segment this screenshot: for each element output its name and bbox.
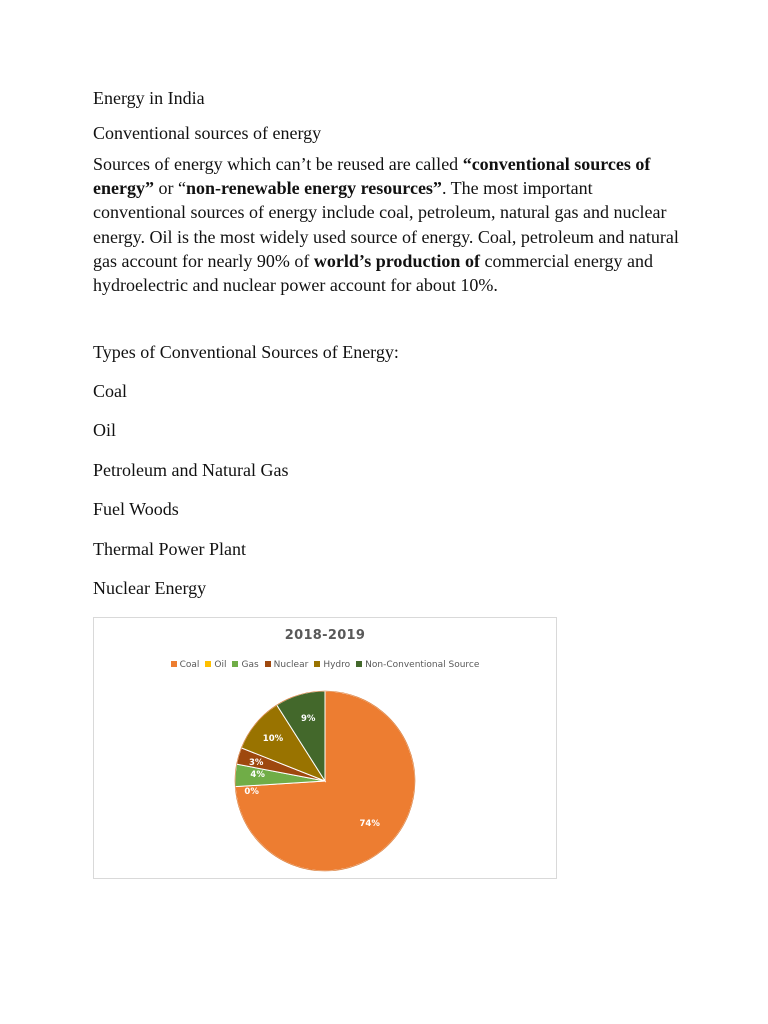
paragraph-bold-term: “conventional sources of energy”	[93, 154, 651, 199]
section-heading: Conventional sources of energy	[93, 123, 322, 143]
paragraph-text: or “	[153, 178, 186, 199]
types-heading: Types of Conventional Sources of Energy:	[93, 342, 399, 362]
data-label-non-conventional-source: 9%	[300, 714, 316, 725]
legend-label: Coal	[179, 660, 200, 670]
data-label-oil: 0%	[244, 787, 259, 798]
pie-chart	[93, 617, 557, 879]
legend-label: Non-Conventional Source	[365, 660, 480, 670]
data-label-nuclear: 3%	[248, 758, 264, 769]
data-label-hydro: 10%	[262, 733, 284, 744]
legend-label: Hydro	[323, 660, 351, 670]
data-label-gas: 4%	[250, 769, 265, 780]
type-item: Nuclear Energy	[93, 578, 207, 598]
type-item: Coal	[93, 381, 127, 401]
paragraph-text: . The most important conventional sources of energy include coal, petroleum, natural gas and nuclear energy. Oil is the most widely used source of energy. Coal, petroleum and natural gas account for nearly 90% of	[93, 178, 679, 271]
paragraph-bold-term: world’s production of	[313, 250, 480, 271]
intro-paragraph	[93, 152, 683, 297]
type-item: Petroleum and Natural Gas	[93, 460, 289, 480]
paragraph-text: Sources of energy which can’t be reused are called	[93, 154, 463, 174]
legend-label: Oil	[214, 660, 227, 670]
document-title: Energy in India	[93, 88, 205, 108]
legend-label: Gas	[241, 660, 259, 670]
chart-title: 2018-2019	[284, 628, 366, 643]
paragraph-bold-term: non-renewable energy resources”	[185, 178, 442, 199]
type-item: Fuel Woods	[93, 499, 179, 519]
legend-label: Nuclear	[273, 660, 309, 670]
type-item: Oil	[93, 420, 117, 440]
type-item: Thermal Power Plant	[93, 539, 246, 559]
pie-plot	[94, 618, 556, 878]
paragraph-text: commercial energy and hydroelectric and nuclear power account for about 10%.	[93, 250, 654, 296]
data-label-coal: 74%	[359, 819, 380, 830]
